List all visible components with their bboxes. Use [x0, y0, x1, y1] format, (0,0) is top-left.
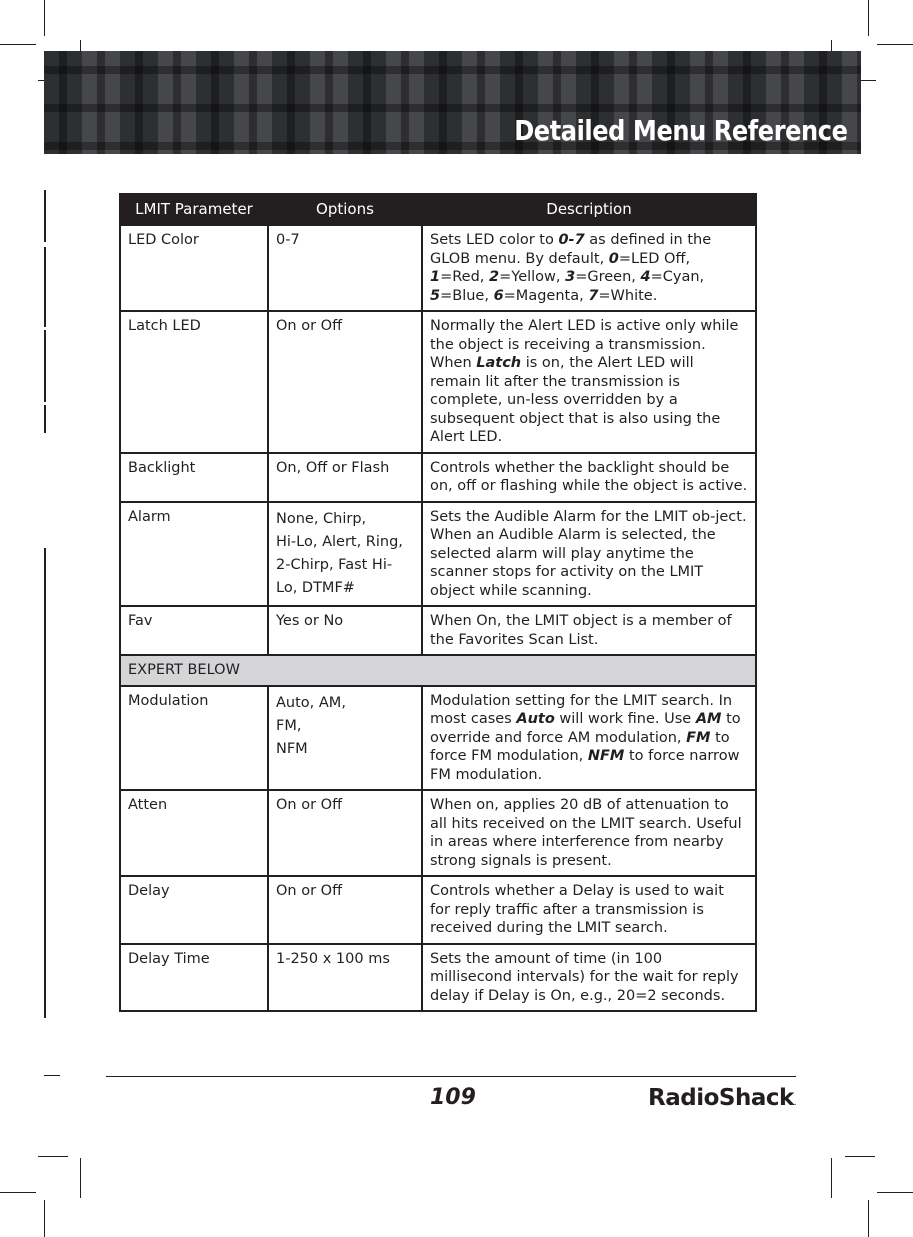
crop-mark: [831, 1158, 832, 1198]
options-cell: [268, 453, 422, 502]
table-header-row: [120, 193, 756, 225]
description-text: to override and force AM modulation,: [430, 711, 741, 746]
option-line: Lo, DTMF#: [276, 579, 355, 596]
emphasis-text: Latch: [476, 355, 522, 371]
emphasis-text: 0-7: [558, 232, 585, 248]
crop-mark: [38, 1156, 68, 1157]
options-cell: [268, 790, 422, 876]
crop-mark: [845, 1156, 875, 1157]
option-line: None, Chirp,: [276, 510, 367, 527]
description-text: Normally the Alert LED is active only while the object is receiving a transmission. When: [430, 318, 739, 371]
description-text: =Green,: [575, 269, 641, 285]
parameter-cell: Delay: [120, 876, 268, 944]
parameter-cell: Alarm: [120, 502, 268, 607]
description-text: =Magenta,: [503, 287, 589, 304]
parameter-cell: Latch LED: [120, 311, 268, 453]
crop-mark: [868, 0, 869, 36]
description-cell: [422, 606, 756, 655]
option-line: 2-Chirp, Fast Hi-: [276, 556, 393, 573]
description-cell: [422, 876, 756, 944]
table-row: [120, 606, 756, 655]
parameter-cell: Backlight: [120, 453, 268, 502]
options-cell: [268, 606, 422, 655]
parameter-cell: Atten: [120, 790, 268, 876]
crop-mark: [0, 1192, 36, 1193]
brand-name: RadioShack: [648, 1085, 794, 1111]
description-text: =White.: [598, 287, 658, 304]
footer-rule: [106, 1076, 796, 1077]
column-header-parameter: LMIT Parameter: [120, 193, 268, 225]
option-line: On or Off: [276, 318, 343, 334]
crop-mark: [877, 44, 913, 45]
description-text: Modulation setting for the LMIT search. In most cases: [430, 692, 733, 727]
description-cell: [422, 311, 756, 453]
emphasis-text: 7: [588, 287, 599, 304]
emphasis-text: 3: [565, 269, 576, 285]
crop-mark: [44, 1200, 45, 1237]
table-row: [120, 876, 756, 944]
description-cell: [422, 686, 756, 791]
option-line: On, Off or Flash: [276, 459, 390, 476]
option-line: On or Off: [276, 797, 343, 813]
emphasis-text: 0: [608, 250, 619, 267]
parameter-cell: Fav: [120, 606, 268, 655]
emphasis-text: FM: [686, 729, 711, 746]
emphasis-text: 6: [493, 287, 504, 304]
description-text: Sets the Audible Alarm for the LMIT ob-ject. When an Audible Alarm is selected, the selected alarm will play anytime the scanner stops for activity on the LMIT object while scanning.: [430, 508, 747, 599]
options-cell: [268, 502, 422, 607]
options-cell: [268, 876, 422, 944]
page-title: Detailed Menu Reference: [513, 114, 847, 147]
option-line: NFM: [276, 740, 308, 757]
options-cell: [268, 311, 422, 453]
description-text: to force narrow FM modulation.: [430, 748, 740, 783]
description-text: =LED Off,: [618, 250, 691, 267]
option-line: 0-7: [276, 232, 300, 248]
description-text: to force FM modulation,: [430, 729, 730, 764]
description-text: as defined in the GLOB menu. By default,: [430, 232, 712, 267]
emphasis-text: 1: [430, 269, 441, 285]
margin-bar: [44, 330, 46, 402]
margin-bar: [44, 548, 46, 1018]
emphasis-text: NFM: [587, 748, 625, 764]
brand-mark: .: [793, 1098, 797, 1108]
table-row: [120, 790, 756, 876]
page-number: 109: [430, 1085, 476, 1110]
description-text: Sets the amount of time (in 100 millisecond intervals) for the wait for reply delay if Delay is On, e.g., 20=2 seconds.: [430, 950, 739, 1004]
description-text: Sets LED color to: [430, 232, 559, 248]
brand-logo: [648, 1085, 796, 1111]
crop-mark: [877, 1192, 913, 1193]
option-line: Yes or No: [276, 613, 344, 629]
column-header-options: Options: [268, 193, 422, 225]
description-cell: [422, 944, 756, 1012]
description-text: will work fine. Use: [554, 711, 696, 727]
column-header-description: Description: [422, 193, 756, 225]
option-line: Hi-Lo, Alert, Ring,: [276, 533, 403, 550]
description-text: Controls whether the backlight should be on, off or flashing while the object is active.: [430, 459, 748, 494]
table-row: [120, 686, 756, 791]
crop-mark: [80, 1158, 81, 1198]
parameter-cell: Modulation: [120, 686, 268, 791]
description-cell: [422, 225, 756, 311]
crop-mark: [44, 0, 45, 36]
table-row: [120, 311, 756, 453]
table-row: [120, 453, 756, 502]
description-text: =Yellow,: [499, 269, 566, 285]
table-body: [120, 225, 756, 1011]
description-text: =Blue,: [440, 287, 494, 304]
option-line: Auto, AM,: [276, 694, 346, 711]
description-text: Controls whether a Delay is used to wait for reply traffic after a transmission is received during the LMIT search.: [430, 883, 724, 936]
description-text: When On, the LMIT object is a member of the Favorites Scan List.: [430, 613, 732, 648]
description-cell: [422, 790, 756, 876]
emphasis-text: AM: [695, 711, 722, 727]
description-text: =Cyan,: [650, 269, 705, 285]
parameter-cell: Delay Time: [120, 944, 268, 1012]
description-text: =Red,: [440, 269, 490, 285]
option-line: 1-250 x 100 ms: [276, 950, 390, 967]
lmit-parameter-table: [119, 193, 757, 1012]
crop-mark: [868, 1200, 869, 1237]
section-label: EXPERT BELOW: [120, 655, 756, 686]
description-cell: [422, 453, 756, 502]
emphasis-text: 5: [430, 287, 441, 304]
section-row: [120, 655, 756, 686]
description-text: is on, the Alert LED will remain lit after the transmission is complete, un-less overridden by a subsequent object that is also using the Alert LED.: [430, 355, 721, 445]
table-row: [120, 225, 756, 311]
table-row: [120, 944, 756, 1012]
options-cell: [268, 225, 422, 311]
emphasis-text: 2: [489, 269, 500, 285]
options-cell: [268, 686, 422, 791]
table-row: [120, 502, 756, 607]
crop-mark: [0, 44, 36, 45]
parameter-cell: LED Color: [120, 225, 268, 311]
crop-mark: [44, 1075, 60, 1076]
margin-bar: [44, 247, 46, 327]
description-cell: [422, 502, 756, 607]
option-line: FM,: [276, 717, 302, 734]
margin-bar: [44, 405, 46, 433]
description-text: When on, applies 20 dB of attenuation to all hits received on the LMIT search. Useful in areas where interference from nearby strong signals is present.: [430, 797, 742, 869]
emphasis-text: 4: [640, 269, 651, 285]
margin-bar: [44, 190, 46, 242]
option-line: On or Off: [276, 883, 343, 899]
options-cell: [268, 944, 422, 1012]
emphasis-text: Auto: [516, 711, 555, 727]
